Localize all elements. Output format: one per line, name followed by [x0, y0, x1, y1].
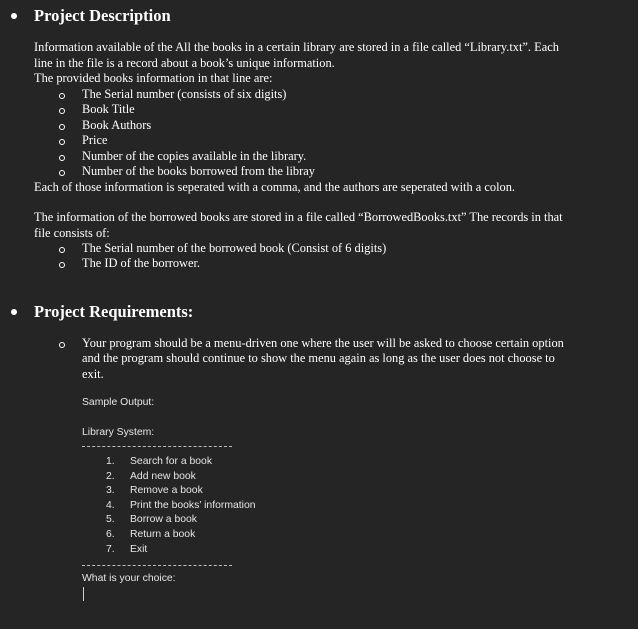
menu-item-number: 1.	[106, 456, 115, 467]
borrowed-line: The information of the borrowed books are stored in a file called “BorrowedBooks.txt” The records in that	[34, 210, 563, 224]
list-bullet-circle	[59, 170, 65, 176]
menu-item-number: 3.	[106, 485, 115, 496]
sample-output-label: Sample Output:	[82, 397, 155, 408]
menu-item-number: 6.	[106, 529, 115, 540]
section-heading-requirements: Project Requirements:	[34, 302, 194, 321]
requirement-line: Your program should be a menu-driven one where the user will be asked to choose certain option	[82, 336, 564, 350]
field-item: Book Title	[82, 102, 135, 116]
menu-item-number: 7.	[106, 544, 115, 555]
menu-item-number: 5.	[106, 514, 115, 525]
borrowed-field-item: The Serial number of the borrowed book (Consist of 6 digits)	[82, 241, 387, 255]
intro-line: line in the file is a record about a book’s unique information.	[34, 56, 335, 70]
menu-item-label: Exit	[130, 544, 148, 555]
divider-dashed	[82, 565, 232, 566]
choice-prompt: What is your choice:	[82, 573, 176, 584]
borrowed-field-item: The ID of the borrower.	[82, 256, 201, 270]
menu-item-label: Remove a book	[130, 485, 203, 496]
section-heading-description: Project Description	[34, 6, 171, 25]
borrowed-line: file consists of:	[34, 226, 110, 240]
field-item: Number of the copies available in the library.	[82, 149, 307, 163]
field-item: Price	[82, 133, 108, 147]
menu-item-label: Borrow a book	[130, 514, 197, 525]
heading-bullet	[11, 309, 17, 315]
field-item: The Serial number (consists of six digits)	[82, 87, 287, 101]
intro-line: The provided books information in that line are:	[34, 71, 273, 85]
menu-item-number: 2.	[106, 471, 115, 482]
list-bullet-circle	[59, 342, 65, 348]
list-bullet-circle	[59, 155, 65, 161]
requirement-line: and the program should continue to show the menu again as long as the user does not choose to	[82, 351, 555, 365]
list-bullet-circle	[59, 139, 65, 145]
menu-item-label: Print the books’ information	[130, 500, 256, 511]
requirement-line: exit.	[82, 367, 104, 381]
list-bullet-circle	[59, 247, 65, 253]
menu-item-label: Search for a book	[130, 456, 213, 467]
separator-note: Each of those information is seperated with a comma, and the authors are seperated with a colon.	[34, 180, 516, 194]
intro-line: Information available of the All the books in a certain library are stored in a file called “Library.txt”. Each	[34, 40, 559, 54]
divider-dashed	[82, 446, 232, 447]
text-cursor	[83, 587, 84, 601]
list-bullet-circle	[59, 93, 65, 99]
library-system-title: Library System:	[82, 427, 155, 438]
list-bullet-circle	[59, 124, 65, 130]
field-item: Book Authors	[82, 118, 152, 132]
field-item: Number of the books borrowed from the libray	[82, 164, 315, 178]
heading-bullet	[11, 13, 17, 19]
menu-item-label: Return a book	[130, 529, 196, 540]
menu-item-number: 4.	[106, 500, 115, 511]
list-bullet-circle	[59, 108, 65, 114]
list-bullet-circle	[59, 262, 65, 268]
menu-item-label: Add new book	[130, 471, 196, 482]
